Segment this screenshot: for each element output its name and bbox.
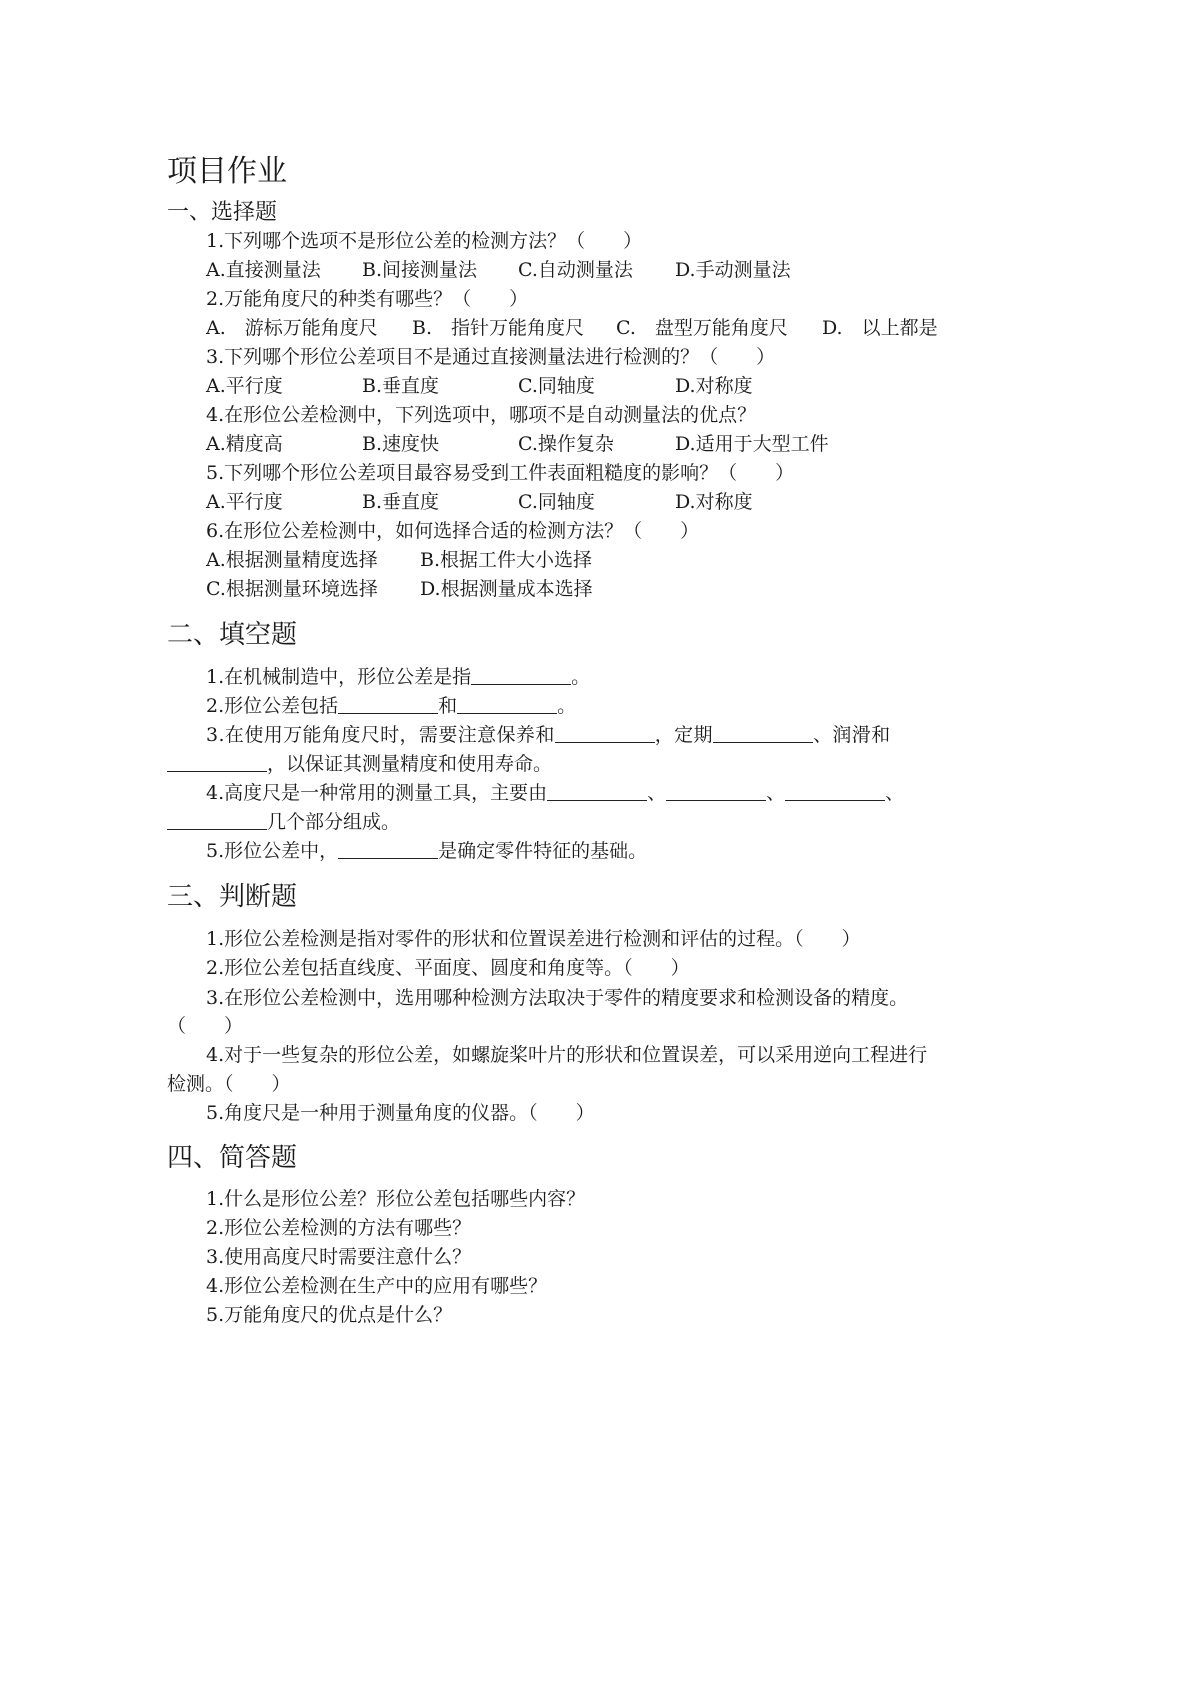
question-3: 3.下列哪个形位公差项目不是通过直接测量法进行检测的？（ ） xyxy=(206,346,776,368)
q2-option-b: B. 指针万能角度尺 xyxy=(412,317,585,339)
answer-blank xyxy=(547,782,647,801)
fill-1-text: 1.在机械制造中，形位公差是指 xyxy=(206,666,472,688)
q6-option-b: B.根据工件大小选择 xyxy=(420,549,593,571)
section-heading-judge: 三、判断题 xyxy=(167,882,298,912)
q6-option-a: A.根据测量精度选择 xyxy=(206,549,378,571)
page-title: 项目作业 xyxy=(167,154,287,189)
answer-blank xyxy=(713,724,813,743)
answer-blank xyxy=(471,666,571,685)
fill-4-sep: 、 xyxy=(885,782,905,804)
fill-5-end: 是确定零件特征的基础。 xyxy=(438,840,648,862)
fill-2-mid: 和 xyxy=(438,695,458,717)
question-1: 1.下列哪个选项不是形位公差的检测方法？（ ） xyxy=(206,230,643,252)
q4-option-a: A.精度高 xyxy=(206,433,283,455)
q4-option-d: D.适用于大型工件 xyxy=(675,433,829,455)
q3-option-b: B.垂直度 xyxy=(362,375,440,397)
judge-question-3: 3.在形位公差检测中，选用哪种检测方法取决于零件的精度要求和检测设备的精度。 xyxy=(206,987,909,1009)
q6-option-d: D.根据测量成本选择 xyxy=(420,578,593,600)
answer-blank xyxy=(785,782,885,801)
fill-1-end: 。 xyxy=(571,666,591,688)
short-question-5: 5.万能角度尺的优点是什么？ xyxy=(206,1304,453,1326)
q3-option-d: D.对称度 xyxy=(675,375,753,397)
answer-blank xyxy=(167,753,267,772)
fill-4-sep: 、 xyxy=(647,782,667,804)
answer-blank xyxy=(555,724,655,743)
fill-3-mid: ，定期 xyxy=(654,724,713,746)
fill-question-5 xyxy=(206,836,647,863)
answer-blank xyxy=(167,811,267,830)
q1-option-b: B.间接测量法 xyxy=(362,259,478,281)
fill-4-end: 几个部分组成。 xyxy=(267,811,401,833)
q2-option-a: A. 游标万能角度尺 xyxy=(206,317,378,339)
fill-5-text: 5.形位公差中， xyxy=(206,840,339,862)
judge-question-4: 4.对于一些复杂的形位公差，如螺旋桨叶片的形状和位置误差，可以采用逆向工程进行 xyxy=(206,1044,928,1066)
fill-2-text: 2.形位公差包括 xyxy=(206,695,339,717)
fill-3-end: ，以保证其测量精度和使用寿命。 xyxy=(267,753,553,775)
q1-option-d: D.手动测量法 xyxy=(675,259,791,281)
q3-option-c: C.同轴度 xyxy=(518,375,595,397)
judge-question-2: 2.形位公差包括直线度、平面度、圆度和角度等。（ ） xyxy=(206,957,690,979)
fill-4-sep: 、 xyxy=(766,782,786,804)
fill-question-4 xyxy=(206,778,904,805)
fill-2-end: 。 xyxy=(557,695,577,717)
q3-option-a: A.平行度 xyxy=(206,375,283,397)
q5-option-d: D.对称度 xyxy=(675,491,753,513)
question-5: 5.下列哪个形位公差项目最容易受到工件表面粗糙度的影响？（ ） xyxy=(206,462,795,484)
q5-option-c: C.同轴度 xyxy=(518,491,595,513)
answer-blank xyxy=(338,695,438,714)
short-question-3: 3.使用高度尺时需要注意什么？ xyxy=(206,1246,472,1268)
q2-option-d: D. 以上都是 xyxy=(822,317,938,339)
section-heading-short: 四、简答题 xyxy=(167,1143,298,1173)
q4-option-c: C.操作复杂 xyxy=(518,433,614,455)
judge-question-1: 1.形位公差检测是指对零件的形状和位置误差进行检测和评估的过程。（ ） xyxy=(206,928,861,950)
q2-option-c: C. 盘型万能角度尺 xyxy=(616,317,788,339)
fill-question-2 xyxy=(206,691,576,718)
question-2: 2.万能角度尺的种类有哪些？（ ） xyxy=(206,288,529,310)
short-question-4: 4.形位公差检测在生产中的应用有哪些？ xyxy=(206,1275,548,1297)
short-question-2: 2.形位公差检测的方法有哪些？ xyxy=(206,1217,472,1239)
q5-option-b: B.垂直度 xyxy=(362,491,440,513)
q6-option-c: C.根据测量环境选择 xyxy=(206,578,378,600)
fill-3-text: 3.在使用万能角度尺时，需要注意保养和 xyxy=(206,724,555,746)
fill-3-mid2: 、润滑和 xyxy=(812,724,891,746)
judge-question-3-cont: （ ） xyxy=(167,1015,244,1037)
answer-blank xyxy=(666,782,766,801)
short-question-1: 1.什么是形位公差？形位公差包括哪些内容？ xyxy=(206,1188,586,1210)
q4-option-b: B.速度快 xyxy=(362,433,440,455)
fill-question-3 xyxy=(206,720,891,747)
fill-question-4-cont xyxy=(167,807,400,834)
fill-4-text: 4.高度尺是一种常用的测量工具，主要由 xyxy=(206,782,548,804)
fill-question-3-cont xyxy=(167,749,552,776)
question-6: 6.在形位公差检测中，如何选择合适的检测方法？（ ） xyxy=(206,520,700,542)
q5-option-a: A.平行度 xyxy=(206,491,283,513)
question-4: 4.在形位公差检测中，下列选项中，哪项不是自动测量法的优点？ xyxy=(206,404,757,426)
judge-question-4-cont: 检测。（ ） xyxy=(167,1073,291,1095)
section-heading-choice: 一、选择题 xyxy=(167,200,278,225)
answer-blank xyxy=(338,840,438,859)
section-heading-fill: 二、填空题 xyxy=(167,620,298,650)
judge-question-5: 5.角度尺是一种用于测量角度的仪器。（ ） xyxy=(206,1102,595,1124)
q1-option-c: C.自动测量法 xyxy=(518,259,633,281)
answer-blank xyxy=(457,695,557,714)
q1-option-a: A.直接测量法 xyxy=(206,259,321,281)
fill-question-1 xyxy=(206,662,590,689)
